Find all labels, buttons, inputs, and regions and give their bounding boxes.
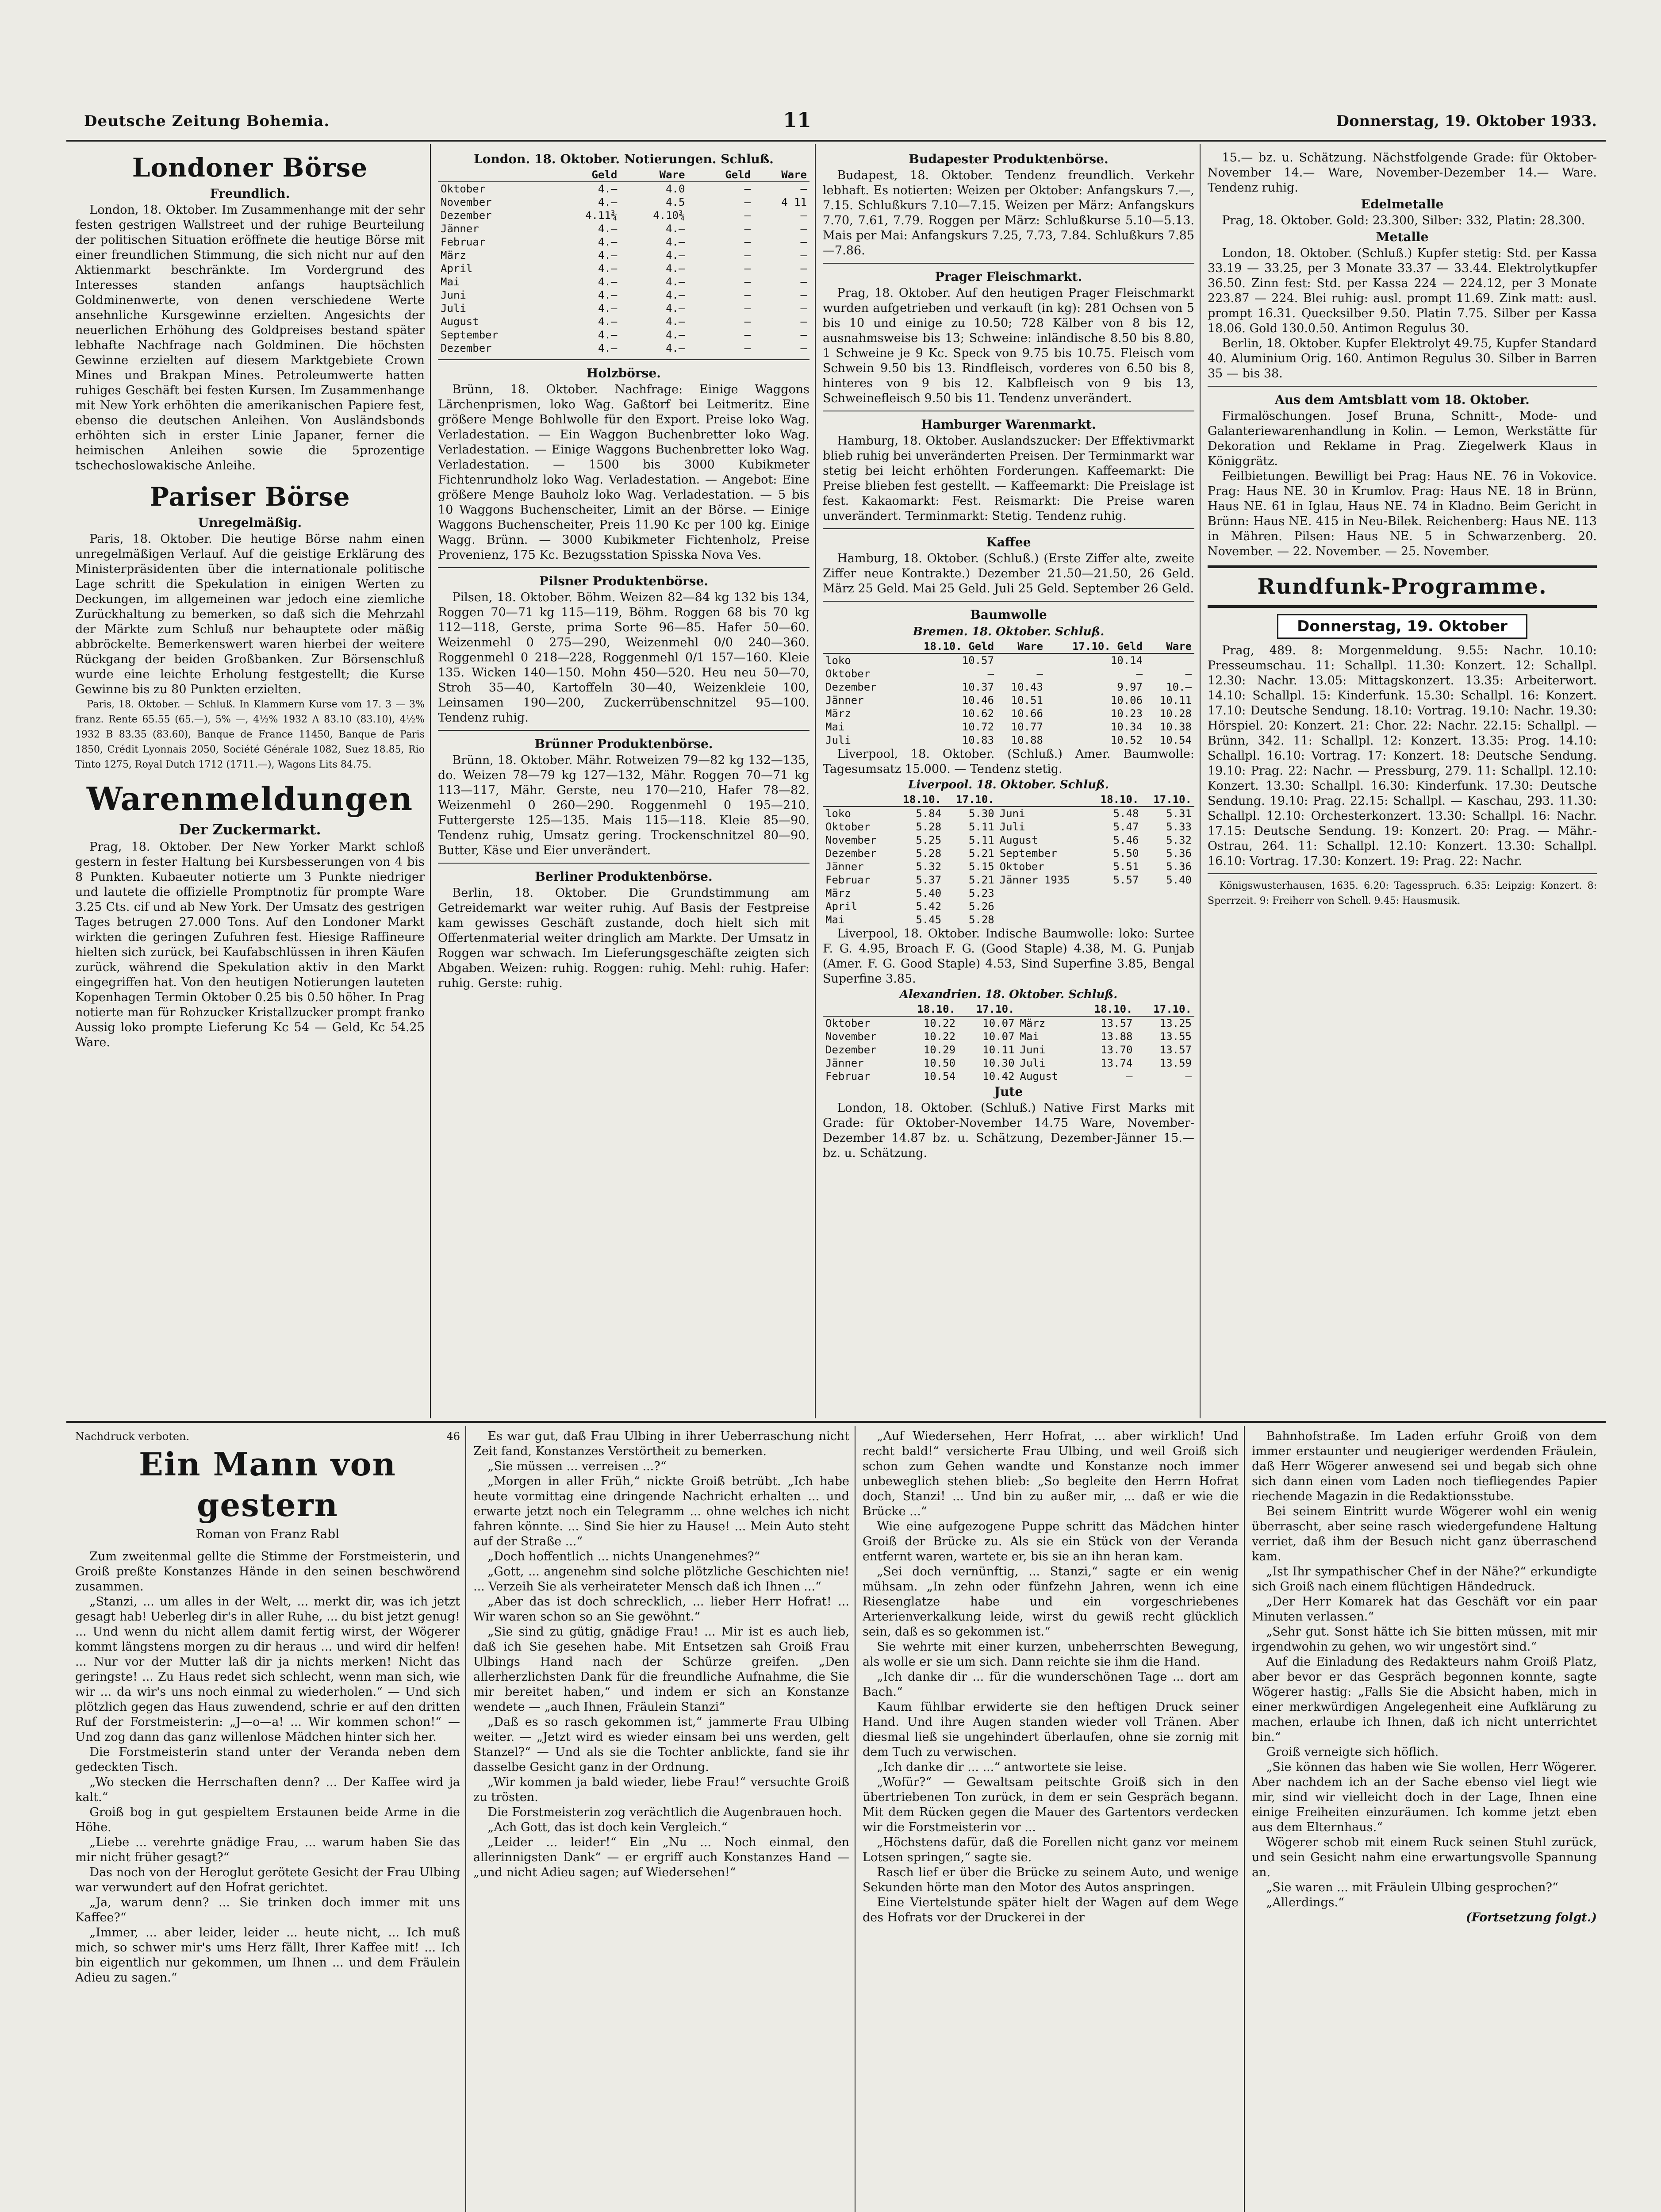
novel-byline: Roman von Franz Rabl (196, 1527, 340, 1541)
table-row: Jänner 10.46 10.51 10.06 10.11 (825, 694, 1192, 707)
bruenn-title: Brünner Produktenbörse. (534, 737, 713, 751)
novel-paragraph: „Ich danke dir ... für die wunderschönen Tage ... dort am Bach.“ (863, 1670, 1239, 1699)
berlin-title: Berliner Produktenbörse. (535, 869, 713, 884)
page-number: 11 (783, 108, 812, 132)
jute-title: Jute (994, 1084, 1023, 1099)
novel-paragraph: Kaum fühlbar erwiderte sie den heftigen Druck seiner Hand. Und ihre Augen standen wieder voll Tränen. Aber diesmal ließ sie ungehindert überlaufen, ohne sie zornig mit dem Tuch zu verwischen. (863, 1700, 1239, 1759)
continuation-note: (Fortsetzung folgt.) (1465, 1911, 1597, 1924)
holz-text: Brünn, 18. Oktober. Nachfrage: Einige Waggons Lärchenprismen, loko Wag. Gaßtorf bei Leitmeritz. Eine größere Menge Bohlwolle für den Export. Preise loko Wag. Verladestation. — Ein Waggon Buchenbretter loko Wag. Verladestation. — Einige Waggons Buchenbretter loko Wag. Verladestation. — 1500 bis 3000 Kubikmeter Fichtenrundholz loko Wag. Verladestation. — Angebot: Eine größere Menge Bauholz loko Wag. Verladestation. — 5 bis 10 Waggons Buchenscheiter, Limit an der Börse. — Einige Waggons Buchenscheiter, Preis 11.90 Kc per 100 kg. Einige Wagg. Brünn. — 3000 Kubikmeter Fichtenholz, Preise Provenienz, 175 Kc. Bezugsstation Spisska Nova Ves. (438, 383, 809, 562)
jute-text: London, 18. Oktober. (Schluß.) Native First Marks mit Grade: für Oktober-November 14.75 Ware, November-Dezember 14.87 bz. u. Schätzung, Dezember-Jänner 15.— bz. u. Schätzung. (823, 1101, 1194, 1160)
page-header (66, 102, 1606, 142)
novel-paragraph: Rasch lief er über die Brücke zu seinem Auto, und wenige Sekunden hörte man den Motor des Autos anspringen. (863, 1866, 1239, 1894)
novel-paragraph: „Gott, ... angenehm sind solche plötzliche Geschichten nie! ... Verzeih Sie als verheirateter Mensch daß ich Ihnen ...“ (473, 1565, 849, 1594)
novel-paragraph: „Leider ... leider!“ Ein „Nu ... Noch einmal, den allerinnigsten Dank“ — er ergriff auch Konstanzes Hand — „und nicht Adieu sagen; auf Wiedersehen!“ (473, 1836, 849, 1879)
table-row: loko 10.57 10.14 (825, 654, 1143, 667)
london-text: London, 18. Oktober. Im Zusammenhange mit der sehr festen gestrigen Wallstreet und der ruhige Beurteilung der politischen Situation eröffnete die heutige Börse mit einer freundlichen Stimmung, die sich nicht nur auf den Aktienmarkt beschränkte. Im Vordergrund des Interesses standen anfangs hauptsächlich Goldminenwerte, von denen verschiedene Werte ansehnliche Kursgewinne erzielten. Angesichts der neuerlichen Erhöhung des Goldpreises bestand später lebhafte Nachfrage nach Goldminen. Die höchsten Gewinne erzielten auf diesem Marktgebiete Crown Mines und Brakpan Mines. Petroleumwerte hatten ruhiges Geschäft bei festen Kursen. Im Zusammenhange mit New York erhöhten die amerikanischen Papiere fest, ebenso die deutschen Anleihen. Von Ausländsbonds erhöhten sich in erster Linie Japaner, ferner die heimischen Anleihen sowie die 5prozentige tschechoslowakische Anleihe. (75, 203, 425, 472)
rundfunk-footer: Königswusterhausen, 1635. 6.20: Tagesspruch. 6.35: Leipzig: Konzert. 8: Sperrzeit. 9: Freiherr von Schell. 9.45: Hausmusik. (1208, 880, 1597, 906)
liverpool-table: 18.10. 17.10. 18.10. 17.10. loko 5.84 5.30 Juni 5.48 5.31 Oktober 5.28 5.11 Juli 5.47 5.33 November 5.25 5.11 August 5.46 5.32 Dezember 5.28 5.21 September 5.50 5.36 Jänner 5.32 5.15 Oktober 5.51 5.36 Februar 5.37 5.21 Jänner 1935 5.57 5.40 März 5.40 5.23 April 5.42 5.26 Mai 5.45 5.28 (823, 793, 1194, 926)
pilsen-text: Pilsen, 18. Oktober. Böhm. Weizen 82—84 kg 132 bis 134, Roggen 70—71 kg 115—119, Böhm. Roggen 68 bis 70 kg 112—118, Gerste, prima Sorte 96—85. Hafer 50—60. Weizenmehl 0 275—290, Weizenmehl 0/0 240—360. Roggenmehl 0 218—228, Roggenmehl 0/1 157—160. Kleie 135. Wicken 140—150. Mohn 450—520. Heu neu 50—70, Stroh 35—40, Kartoffeln 30—40, Weizenkleie 100, Leinsamen 190—200, Zuckerrübenschnitzel 95—100. Tendenz ruhig. (438, 591, 809, 725)
indian-cotton-text: Liverpool, 18. Oktober. Indische Baumwolle: loko: Surtee F. G. 4.95, Broach F. G. (Good Staple) 4.38, M. G. Punjab (Amer. F. G. Good Staple) 4.53, Sind Superfine 3.85, Bengal Superfine 3.85. (823, 927, 1194, 986)
alexandria-caption: Alexandrien. 18. Oktober. Schluß. (899, 988, 1118, 1001)
novel-paragraph: Groiß verneigte sich höflich. (1266, 1745, 1439, 1759)
baumwolle-title: Baumwolle (970, 607, 1047, 622)
paris-subtitle: Unregelmäßig. (198, 515, 302, 530)
london-subtitle: Freundlich. (210, 186, 290, 201)
alexandria-table: 18.10. 17.10. 18.10. 17.10. Oktober 10.22 10.07 März 13.57 13.25 November 10.22 10.07 Mai 13.88 13.55 Dezember 10.29 10.11 Juni 13.70 13.57 Jänner 10.50 10.30 Juli 13.74 13.59 Februar 10.54 10.42 August — — (823, 1002, 1194, 1083)
table-row: März 10.62 10.66 10.23 10.28 (825, 707, 1192, 720)
novel-paragraph: „Ich danke dir ... ...“ antwortete sie leise. (877, 1760, 1127, 1774)
reprint-notice: Nachdruck verboten. (75, 1430, 190, 1443)
table-row: April 5.42 5.26 (825, 900, 994, 913)
table-row: Oktober 5.28 5.11 Juli 5.47 5.33 (825, 821, 1192, 833)
issue-date: Donnerstag, 19. Oktober 1933. (1336, 112, 1597, 130)
liverpool-text: Liverpool, 18. Oktober. (Schluß.) Amer. Baumwolle: Tagesumsatz 15.000. — Tendenz stetig. (823, 747, 1194, 776)
metalle-title: Metalle (1376, 230, 1429, 244)
table-row: Mai 4.— 4.— — — (441, 276, 807, 288)
novel-paragraph: Das noch von der Heroglut gerötete Gesicht der Frau Ulbing war verwundert auf den Hofrat gerichtet. (75, 1866, 460, 1894)
novel-paragraph: „Ist Ihr sympathischer Chef in der Nähe?“ erkundigte sich Groiß nach einem flüchtigen Händedruck. (1252, 1565, 1597, 1594)
london-kurse-table: Geld Ware Geld Ware Oktober 4.— 4.0 — — November 4.— 4.5 — 4 11 Dezember 4.11¾ 4.10¾ — — Jänner 4.— 4.— — — Februar 4.— 4.— — — März 4.— 4.— — — April 4.— 4.— — — Mai 4.— 4.— — — Juni 4.— 4.— — — Juli 4.— 4.— — — August 4.— 4.— — — September 4.— 4.— — — Dezember 4.— 4.— — — (438, 168, 809, 355)
amtsblatt-text-1: Firmalöschungen. Josef Bruna, Schnitt-, Mode- und Galanteriewarenhandlung in Kolin. — Lemon, Werkstätte für Dekoration und Reklame in Prag. Ziegelwerk Klaus in Königgrätz. (1208, 409, 1597, 468)
table-row: Dezember 5.28 5.21 September 5.50 5.36 (825, 847, 1192, 860)
liverpool-caption: Liverpool. 18. Oktober. Schluß. (908, 778, 1109, 791)
bremen-table: 18.10. Geld Ware 17.10. Geld Ware loko 10.57 10.14 Oktober — — — — Dezember 10.37 10.43 9.97 10.— Jänner 10.46 10.51 10.06 10.11 März 10.62 10.66 10.23 10.28 Mai 10.72 10.77 10.34 10.38 Juli 10.83 10.88 10.52 10.54 (823, 640, 1194, 747)
table-row: Februar 4.— 4.— — — (441, 236, 807, 248)
novel-column-3 (863, 1429, 1239, 2212)
kaffee-text: Hamburg, 18. Oktober. (Schluß.) (Erste Ziffer alte, zweite Ziffer neue Kontrakte.) Dezember 21.50—21.50, 26 Geld. März 25 Geld. Mai 25 Geld. Juli 25 Geld. September 26 Geld. (823, 552, 1194, 595)
novel-paragraph: Wie eine aufgezogene Puppe schritt das Mädchen hinter Groiß der Brücke zu. Als sie ein Stück von der Veranda entfernt waren, wartete er, bis sie an ihn heran kam. (863, 1520, 1239, 1563)
paris-quotes: Paris, 18. Oktober. — Schluß. In Klammern Kurse vom 17. 3 — 3% franz. Rente 65.55 (65.—), 5% —, 4½% 1932 A 83.10 (83.10), 4½% 1932 B 83.35 (83.60), Banque de France 11450, Banque de Paris 1850, Crédit Lyonnais 2050, Société Générale 1082, Suez 18.85, Rio Tinto 1275, Royal Dutch 1712 (1711.—), Wagons Lits 84.75. (75, 699, 425, 770)
novel-paragraph: Groiß bog in gut gespieltem Erstaunen beide Arme in die Höhe. (75, 1805, 460, 1834)
novel-paragraph: „Daß es so rasch gekommen ist,“ jammerte Frau Ulbing weiter. — „Jetzt wird es wieder einsam bei uns werden, gelt Stanzel?“ — Und als sie die Tochter anblickte, fand sie ihr dasselbe Gesicht ganz in der Ordnung. (473, 1715, 849, 1774)
novel-paragraph: „Ach Gott, das ist doch kein Vergleich.“ (487, 1820, 728, 1834)
rundfunk-date-box: Donnerstag, 19. Oktober (1277, 614, 1527, 639)
novel-paragraph: Bei seinem Eintritt wurde Wögerer wohl ein wenig überrascht, aber seine rasch wiedergefundene Haltung verriet, daß ihm der Besuch nicht ganz überraschend kam. (1252, 1505, 1597, 1563)
novel-paragraph: Die Forstmeisterin stand unter der Veranda neben dem gedeckten Tisch. (75, 1745, 460, 1774)
novel-paragraph: „Morgen in aller Früh,“ nickte Groiß betrübt. „Ich habe heute vormittag eine dringende Nachricht erhalten ... und erwarte jetzt noch ein Telegramm ... ohne welches ich nicht fahren könnte. ... Sind Sie hier zu Hause! ... Mein Auto steht auf der Straße ...“ (473, 1475, 849, 1548)
novel-paragraph: Die Forstmeisterin zog verächtlich die Augenbrauen hoch. (487, 1805, 842, 1819)
table-row: August 4.— 4.— — — (441, 315, 807, 328)
table-row: Dezember 10.29 10.11 Juni 13.70 13.57 (825, 1044, 1192, 1056)
table-row: Mai 5.45 5.28 (825, 914, 994, 926)
novel-paragraph: „Höchstens dafür, daß die Forellen nicht ganz vor meinem Lotsen springen,“ sagte sie. (863, 1836, 1239, 1864)
metalle-berlin-text: Berlin, 18. Oktober. Kupfer Elektrolyt 49.75, Kupfer Standard 40. Aluminium Orig. 160. Antimon Regulus 30. Silber in Barren 35 — bis 38. (1208, 337, 1597, 380)
column-rule (815, 144, 816, 1418)
novel-paragraph: „Sehr gut. Sonst hätte ich Sie bitten müssen, mit mir irgendwohin zu gehen, wo wir ungestört sind.“ (1252, 1625, 1597, 1654)
header-rule (66, 140, 1606, 142)
waren-title: Warenmeldungen (86, 780, 414, 818)
hamburg-title: Hamburger Warenmarkt. (921, 417, 1096, 432)
london-kurse-caption: London. 18. Oktober. Notierungen. Schluß. (474, 152, 774, 166)
table-row: April 4.— 4.— — — (441, 262, 807, 275)
bruenn-text: Brünn, 18. Oktober. Mähr. Rotweizen 79—82 kg 132—135, do. Weizen 78—79 kg 127—132, Mähr. Roggen 70—71 kg 113—117, Mähr. Gerste, neu 170—210, Hafer 78—82. Weizenmehl 0 260—290. Roggenmehl 0 195—210. Futtergerste 125—135. Mais 115—118. Kleie 85—90. Tendenz ruhig, Umsatz gering. Trockenschnitzel 80—90. Butter, Käse und Eier unverändert. (438, 753, 809, 857)
holz-title: Holzbörse. (587, 366, 661, 380)
table-row: Mai 10.72 10.77 10.34 10.38 (825, 721, 1192, 733)
column-rule (1200, 144, 1201, 1418)
paris-title: Pariser Börse (150, 482, 350, 512)
novel-paragraph: „Immer, ... aber leider, leider ... heute nicht, ... Ich muß mich, so schwer mir's ums Herz fällt, Ihrer Kaffee mit! ... Ich bin eigentlich nur gekommen, um Ihnen ... und dem Fräulein Adieu zu sagen.“ (75, 1926, 460, 1985)
table-row: Dezember 10.37 10.43 9.97 10.— (825, 681, 1192, 693)
hamburg-text: Hamburg, 18. Oktober. Auslandszucker: Der Effektivmarkt blieb ruhig bei unveränderten Preisen. Der Terminmarkt war stetig bei leicht erhöhten Forderungen. Kaffeemarkt: Die Preise blieben fest gestellt. — Kaffeemarkt: Die Preislage ist fest. Kakaomarkt: Fest. Reismarkt: Die Preise waren unverändert. Terminmarkt: Stetig. Tendenz ruhig. (823, 434, 1194, 523)
kaffee-title: Kaffee (986, 535, 1031, 549)
novel-paragraph: „Wir kommen ja bald wieder, liebe Frau!“ versuchte Groiß zu trösten. (473, 1775, 849, 1804)
table-row: November 4.— 4.5 — 4 11 (441, 196, 807, 208)
novel-paragraph: „Liebe ... verehrte gnädige Frau, ... warum haben Sie das mir nicht früher gesagt?“ (75, 1836, 460, 1864)
novel-paragraph: Eine Viertelstunde später hielt der Wagen auf dem Wege des Hofrats vor der Druckerei in der (863, 1896, 1239, 1924)
amtsblatt-title: Aus dem Amtsblatt vom 18. Oktober. (1275, 392, 1530, 407)
novel-paragraph: „Sie müssen ... verreisen ...?“ (487, 1459, 667, 1473)
novel-paragraph: „Doch hoffentlich ... nichts Unangenehmes?“ (487, 1550, 760, 1563)
column-3 (823, 150, 1194, 1416)
rundfunk-title: Rundfunk-Programme. (1208, 565, 1597, 608)
berlin-text: Berlin, 18. Oktober. Die Grundstimmung am Getreidemarkt war weiter ruhig. Auf Basis der Festpreise kam gewisses Geschäft zustande, doch hielt sich mit Offertenmaterial weiter dringlich am Markte. Der Umsatz in Roggen war schwach. Im Lieferungsgeschäfte zeigten sich Abgaben. Weizen: ruhig. Roggen: ruhig. Mehl: ruhig. Hafer: ruhig. Gerste: ruhig. (438, 886, 809, 990)
novel-paragraph: Sie wehrte mit einer kurzen, unbeherrschten Bewegung, als wolle er sie um sich. Dann reichte sie ihm die Hand. (863, 1640, 1239, 1669)
table-row: loko 5.84 5.30 Juni 5.48 5.31 (825, 807, 1192, 820)
paris-text: Paris, 18. Oktober. Die heutige Börse nahm einen unregelmäßigen Verlauf. Auf die geistige Erklärung des Ministerpräsidenten über die internationale politische Lage schritt die Spekulation in einigen Werten zu Deckungen, im allgemeinen war jedoch eine ziemliche Zurückhaltung zu bemerken, so daß sich die Mehrzahl der Märkte zum Schluß nur behauptete oder mäßig abbröckelte. Bemerkenswert waren hierbei der weitere Rückgang der beiden Großbanken. Zur Börsenschluß wurde eine leichte Erholung festgestellt; die Kurse Gewinne bis zu 80 Punkten erzielten. (75, 532, 425, 696)
novel-notice-row (75, 1429, 460, 1444)
novel-paragraph: „Der Herr Komarek hat das Geschäft vor ein paar Minuten verlassen.“ (1252, 1595, 1597, 1624)
column-rule (1244, 1426, 1245, 2212)
novel-paragraph: „Wo stecken die Herrschaften denn? ... Der Kaffee wird ja kalt.“ (75, 1775, 460, 1804)
novel-paragraph: Wögerer schob mit einem Ruck seinen Stuhl zurück, und sein Gesicht nahm eine erwartungsvolle Spannung an. (1252, 1836, 1597, 1879)
column-2 (438, 150, 809, 1416)
edelmetalle-text: Prag, 18. Oktober. Gold: 23.300, Silber: 332, Platin: 28.300. (1222, 214, 1585, 227)
rundfunk-program: Prag, 489. 8: Morgenmeldung. 9.55: Nachr. 10.10: Presseumschau. 11: Schallpl. 11.30: Konzert. 12: Schallpl. 12.30: Nachr. 13.05: Mittagskonzert. 13.35: Arbeiterwort. 14.10: Schallpl. 15: Kinderfunk. 15.30: Schallpl. 16: Konzert. 17.10: Deutsche Sendung. 18.10: Vortrag. 19.10: Nachr. 19.30: Hörspiel. 20: Konzert. 21: Chor. 22: Nachr. 22.15: Schallpl. — Brünn, 342. 11: Schallpl. 12: Konzert. 13.35: Prog. 14.10: Schallpl. 16.10: Vortrag. 17: Konzert. 18: Deutsche Sendung. 19.10: Prag. 22: Nachr. — Pressburg, 279. 11: Schallpl. 12.10: Konzert. 13.30: Schallpl. 16.30: Kinderfunk. 17.30: Deutsche Sendung. 19.10: Prag. 22.15: Schallpl. — Kaschau, 293. 11.30: Schallpl. 12.10: Orchesterkonzert. 13.30: Schallpl. 16: Nachr. 17.15: Deutsche Sendung. 19: Konzert. 20: Prag. — Mähr.-Ostrau, 264. 11: Schallpl. 12.10: Konzert. 13.30: Schallpl. 16.10: Vortrag. 17.30: Konzert. 19: Prag. 22: Nachr. (1208, 644, 1597, 868)
table-row: Juni 4.— 4.— — — (441, 289, 807, 301)
novel-paragraph: „Sie waren ... mit Fräulein Ulbing gesprochen?“ (1266, 1881, 1558, 1894)
table-row: November 10.22 10.07 Mai 13.88 13.55 (825, 1030, 1192, 1043)
table-row: Februar 5.37 5.21 Jänner 1935 5.57 5.40 (825, 874, 1192, 886)
table-row: Jänner 10.50 10.30 Juli 13.74 13.59 (825, 1057, 1192, 1069)
novel-paragraph: Es war gut, daß Frau Ulbing in ihrer Ueberraschung nicht Zeit fand, Konstanzes Verstörtheit zu bemerken. (473, 1429, 849, 1458)
column-rule (465, 1426, 466, 2212)
novel-column-4 (1252, 1429, 1597, 2212)
novel-paragraph: „Allerdings.“ (1266, 1896, 1344, 1909)
table-row: Jänner 5.32 5.15 Oktober 5.51 5.36 (825, 860, 1192, 873)
metalle-text: London, 18. Oktober. (Schluß.) Kupfer stetig: Std. per Kassa 33.19 — 33.25, per 3 Monate 33.37 — 33.44. Elektrolytkupfer 36.50. Zinn fest: Std. per Kassa 224 — 224.12, per 3 Monate 223.87 — 224. Blei ruhig: ausl. prompt 11.69. Zink matt: ausl. prompt 16.31. Quecksilber 9.50. Platin 7.75. Silber per Kassa 18.06. Gold 130.0.50. Antimon Regulus 30. (1208, 246, 1597, 335)
waren-text: Prag, 18. Oktober. Der New Yorker Markt schloß gestern in fester Haltung bei Kursbesserungen von 4 bis 8 Punkten. Kubaeuter notierte um 3 Punkte niedriger und lautete die offizielle Promptnotiz für prompte Ware 3.25 Cts. cif und ab New York. Der Umsatz des gestrigen Tages betrugen 27.000 Tons. Auf den Londoner Markt wirkten die geringen Zufuhren fest. Hiesige Raffineure hielten sich zurück, bei Kaufabschlüssen in ihren Käufen zurück, während die Spekulation aktiv in den Markt eingegriffen hat. Von den heutigen Notierungen lauteten Kopenhagen Termin Oktober 0.25 bis 0.50 höher. In Prag notierte man für Rohzucker Kristallzucker prompt franko Aussig loko prompte Lieferung Kc 54 — Geld, Kc 54.25 Ware. (75, 840, 425, 1049)
novel-column-2 (473, 1429, 849, 2212)
table-row: Oktober 10.22 10.07 März 13.57 13.25 (825, 1017, 1192, 1029)
table-row: Juli 4.— 4.— — — (441, 302, 807, 315)
table-row: Dezember 4.11¾ 4.10¾ — — (441, 209, 807, 222)
table-row: Oktober 4.— 4.0 — — (441, 183, 807, 195)
novel-paragraph: Auf die Einladung des Redakteurs nahm Groiß Platz, aber bevor er das Gespräch begonnen konnte, sagte Wögerer hastig: „Falls Sie die Absicht haben, mich in einer merkwürdigen Angelegenheit eine Aufklärung zu machen, erlaube ich Ihnen, daß ich nicht unterrichtet bin.“ (1252, 1655, 1597, 1744)
novel-paragraph: „Auf Wiedersehen, Herr Hofrat, ... aber wirklich! Und recht bald!“ versicherte Frau Ulbing, und weil Groiß sich schon zum Gehen wandte und Konstanze noch immer unbeweglich stehen blieb: „So begleite den Herrn Hofrat doch, Stanzi! ... Und bin zu außer mir, ... daß er wie die Brücke ...“ (863, 1429, 1239, 1518)
table-row: Oktober — — — — (825, 668, 1192, 680)
column-1 (75, 150, 425, 1416)
novel-paragraph: „Ja, warum denn? ... Sie trinken doch immer mit uns Kaffee?“ (75, 1896, 460, 1924)
novel-paragraph: Zum zweitenmal gellte die Stimme der Forstmeisterin, und Groiß preßte Konstanzes Hände in den seinen beschwörend zusammen. (75, 1550, 460, 1594)
table-row: März 4.— 4.— — — (441, 249, 807, 261)
budapest-text: Budapest, 18. Oktober. Tendenz freundlich. Verkehr lebhaft. Es notierten: Weizen per Oktober: Anfangskurs 7.—, 7.15. Schlußkurs 7.10—7.15. Weizen per März: Anfangskurs 7.70, 7.61, 7.79. Roggen per März: Schlußkurse 5.10—5.13. Mais per Mai: Anfangskurs 7.25, 7.73, 7.84. Schlußkurs 7.85—7.86. (823, 169, 1194, 257)
installment-number: 46 (446, 1430, 460, 1443)
fleisch-text: Prag, 18. Oktober. Auf den heutigen Prager Fleischmarkt wurden aufgetrieben und verkauft (in kg): 281 Ochsen von 5 bis 10 und einige zu 10.50; 728 Kälber von 8 bis 12, ausnahmsweise bis 13; Schweine: inländische 8.50 bis 8.80, 1 Schweine je 9 Kc. Speck von 9.75 bis 10.75. Fleisch vom Schwein 9.50 bis 13. Rindfleisch, vorderes von 6.50 bis 8, hinteres von 9 bis 12. Kalbfleisch von 9 bis 13, Schweinefleisch 9.50 bis 11. Tendenz unverändert. (823, 286, 1194, 405)
novel-paragraph: „Wofür?“ — Gewaltsam peitschte Groiß sich in den übertriebenen Ton zurück, in dem er sein Gespräch begann. Mit dem Rücken gegen die Mauer des Gartentors verdecken wir die Forstmeisterin vor ... (863, 1775, 1239, 1834)
pilsen-title: Pilsner Produktenbörse. (539, 574, 709, 588)
metals-lead: 15.— bz. u. Schätzung. Nächstfolgende Grade: für Oktober-November 14.— Ware, November-Dezember 14.— Ware. Tendenz ruhig. (1208, 151, 1597, 195)
paper-name: Deutsche Zeitung Bohemia. (84, 112, 330, 130)
novel-paragraph: „Sei doch vernünftig, ... Stanzi,“ sagte er ein wenig mühsam. „In zehn oder fünfzehn Jahren, wenn ich eine Riesenglatze habe und ein vorgeschriebenes Arterienverkalkung leide, wirst du gewiß recht glücklich sein, daß es so gekommen ist.“ (863, 1565, 1239, 1639)
column-4 (1208, 150, 1597, 1416)
section-rule (66, 1421, 1606, 1423)
amtsblatt-text-2: Feilbietungen. Bewilligt bei Prag: Haus NE. 76 in Vokovice. Prag: Haus NE. 30 in Krumlov. Prag: Haus NE. 18 in Brünn, Haus NE. 61 in Iglau, Haus NE. 74 in Kladno. Beim Gericht in Brünn: Haus NE. 415 in Neu-Bilek. Reichenberg: Haus NE. 113 in Mähren. Pilsen: Haus NE. 5 in Schwarzenberg. 20. November. — 22. November. — 25. November. (1208, 469, 1597, 558)
waren-subtitle: Der Zuckermarkt. (179, 821, 321, 838)
novel-column-1 (75, 1429, 460, 2212)
table-row: Dezember 4.— 4.— — — (441, 342, 807, 354)
london-title: Londoner Börse (132, 153, 368, 183)
table-row: Juli 10.83 10.88 10.52 10.54 (825, 734, 1192, 746)
novel-paragraph: „Sie können das haben wie Sie wollen, Herr Wögerer. Aber nachdem ich an der Sache ebenso viel liegt wie mir, sind wir vielleicht doch in der Lage, Ihnen eine einige Freiheiten einzuräumen. Ich komme jetzt eben aus dem Elternhaus.“ (1252, 1760, 1597, 1834)
fleisch-title: Prager Fleischmarkt. (935, 269, 1082, 284)
table-row: November 5.25 5.11 August 5.46 5.32 (825, 834, 1192, 846)
novel-title: Ein Mann von gestern (139, 1445, 396, 1524)
bremen-caption: Bremen. 18. Oktober. Schluß. (913, 625, 1105, 638)
novel-paragraph: „Stanzi, ... um alles in der Welt, ... merkt dir, was ich jetzt gesagt hab! Ueberleg dir's in aller Ruhe, ... du bist jetzt genug! ... Und wenn du nicht allem damit fertig wirst, der Wögerer kommt längstens morgen zu dir heraus ... und wird dir helfen! ... Nur vor der Mutter laß dir ja nichts merken! Nicht das geringste! ... Zu Haus redet sich schlecht, wenn man sich, wie wir ... da wir's uns noch einmal zu wiederholen.“ — Und sich plötzlich gegen das Haus zuwendend, schrie er auf den dritten Ruf der Forstmeisterin: „J—o—a! ... Wir kommen schon!“ — Und zog dann das ganz willenlose Mädchen hinter sich her. (75, 1595, 460, 1744)
newspaper-page (66, 102, 1606, 2212)
column-rule (430, 144, 431, 1418)
table-row: Februar 10.54 10.42 August — — (825, 1070, 1192, 1083)
edelmetalle-title: Edelmetalle (1361, 197, 1444, 211)
novel-paragraph: „Sie sind zu gütig, gnädige Frau! ... Mir ist es auch lieb, daß ich Sie gesehen habe. Mit Entsetzen sah Groiß Frau Ulbings Hand nach der Schürze greifen. „Den allerherzlichsten Dank für die freundliche Aufnahme, die Sie mir bereitet haben,“ und indem er sich an Konstanze wendete — „auch Ihnen, Fräulein Stanzi“ (473, 1625, 849, 1714)
table-row: Jänner 4.— 4.— — — (441, 223, 807, 235)
table-row: März 5.40 5.23 (825, 887, 994, 899)
novel-paragraph: „Aber das ist doch schrecklich, ... lieber Herr Hofrat! ... Wir waren schon so an Sie gewöhnt.“ (473, 1595, 849, 1624)
novel-paragraph: Bahnhofstraße. Im Laden erfuhr Groiß von dem immer erstaunter und neugieriger werdenden Fräulein, daß Herr Wögerer anwesend sei und begab sich ohne sich dann einen vom Laden noch tiefliegendes Papier riechende Magazin in die Redaktionsstube. (1252, 1429, 1597, 1503)
budapest-title: Budapester Produktenbörse. (909, 152, 1109, 166)
table-row: September 4.— 4.— — — (441, 329, 807, 341)
